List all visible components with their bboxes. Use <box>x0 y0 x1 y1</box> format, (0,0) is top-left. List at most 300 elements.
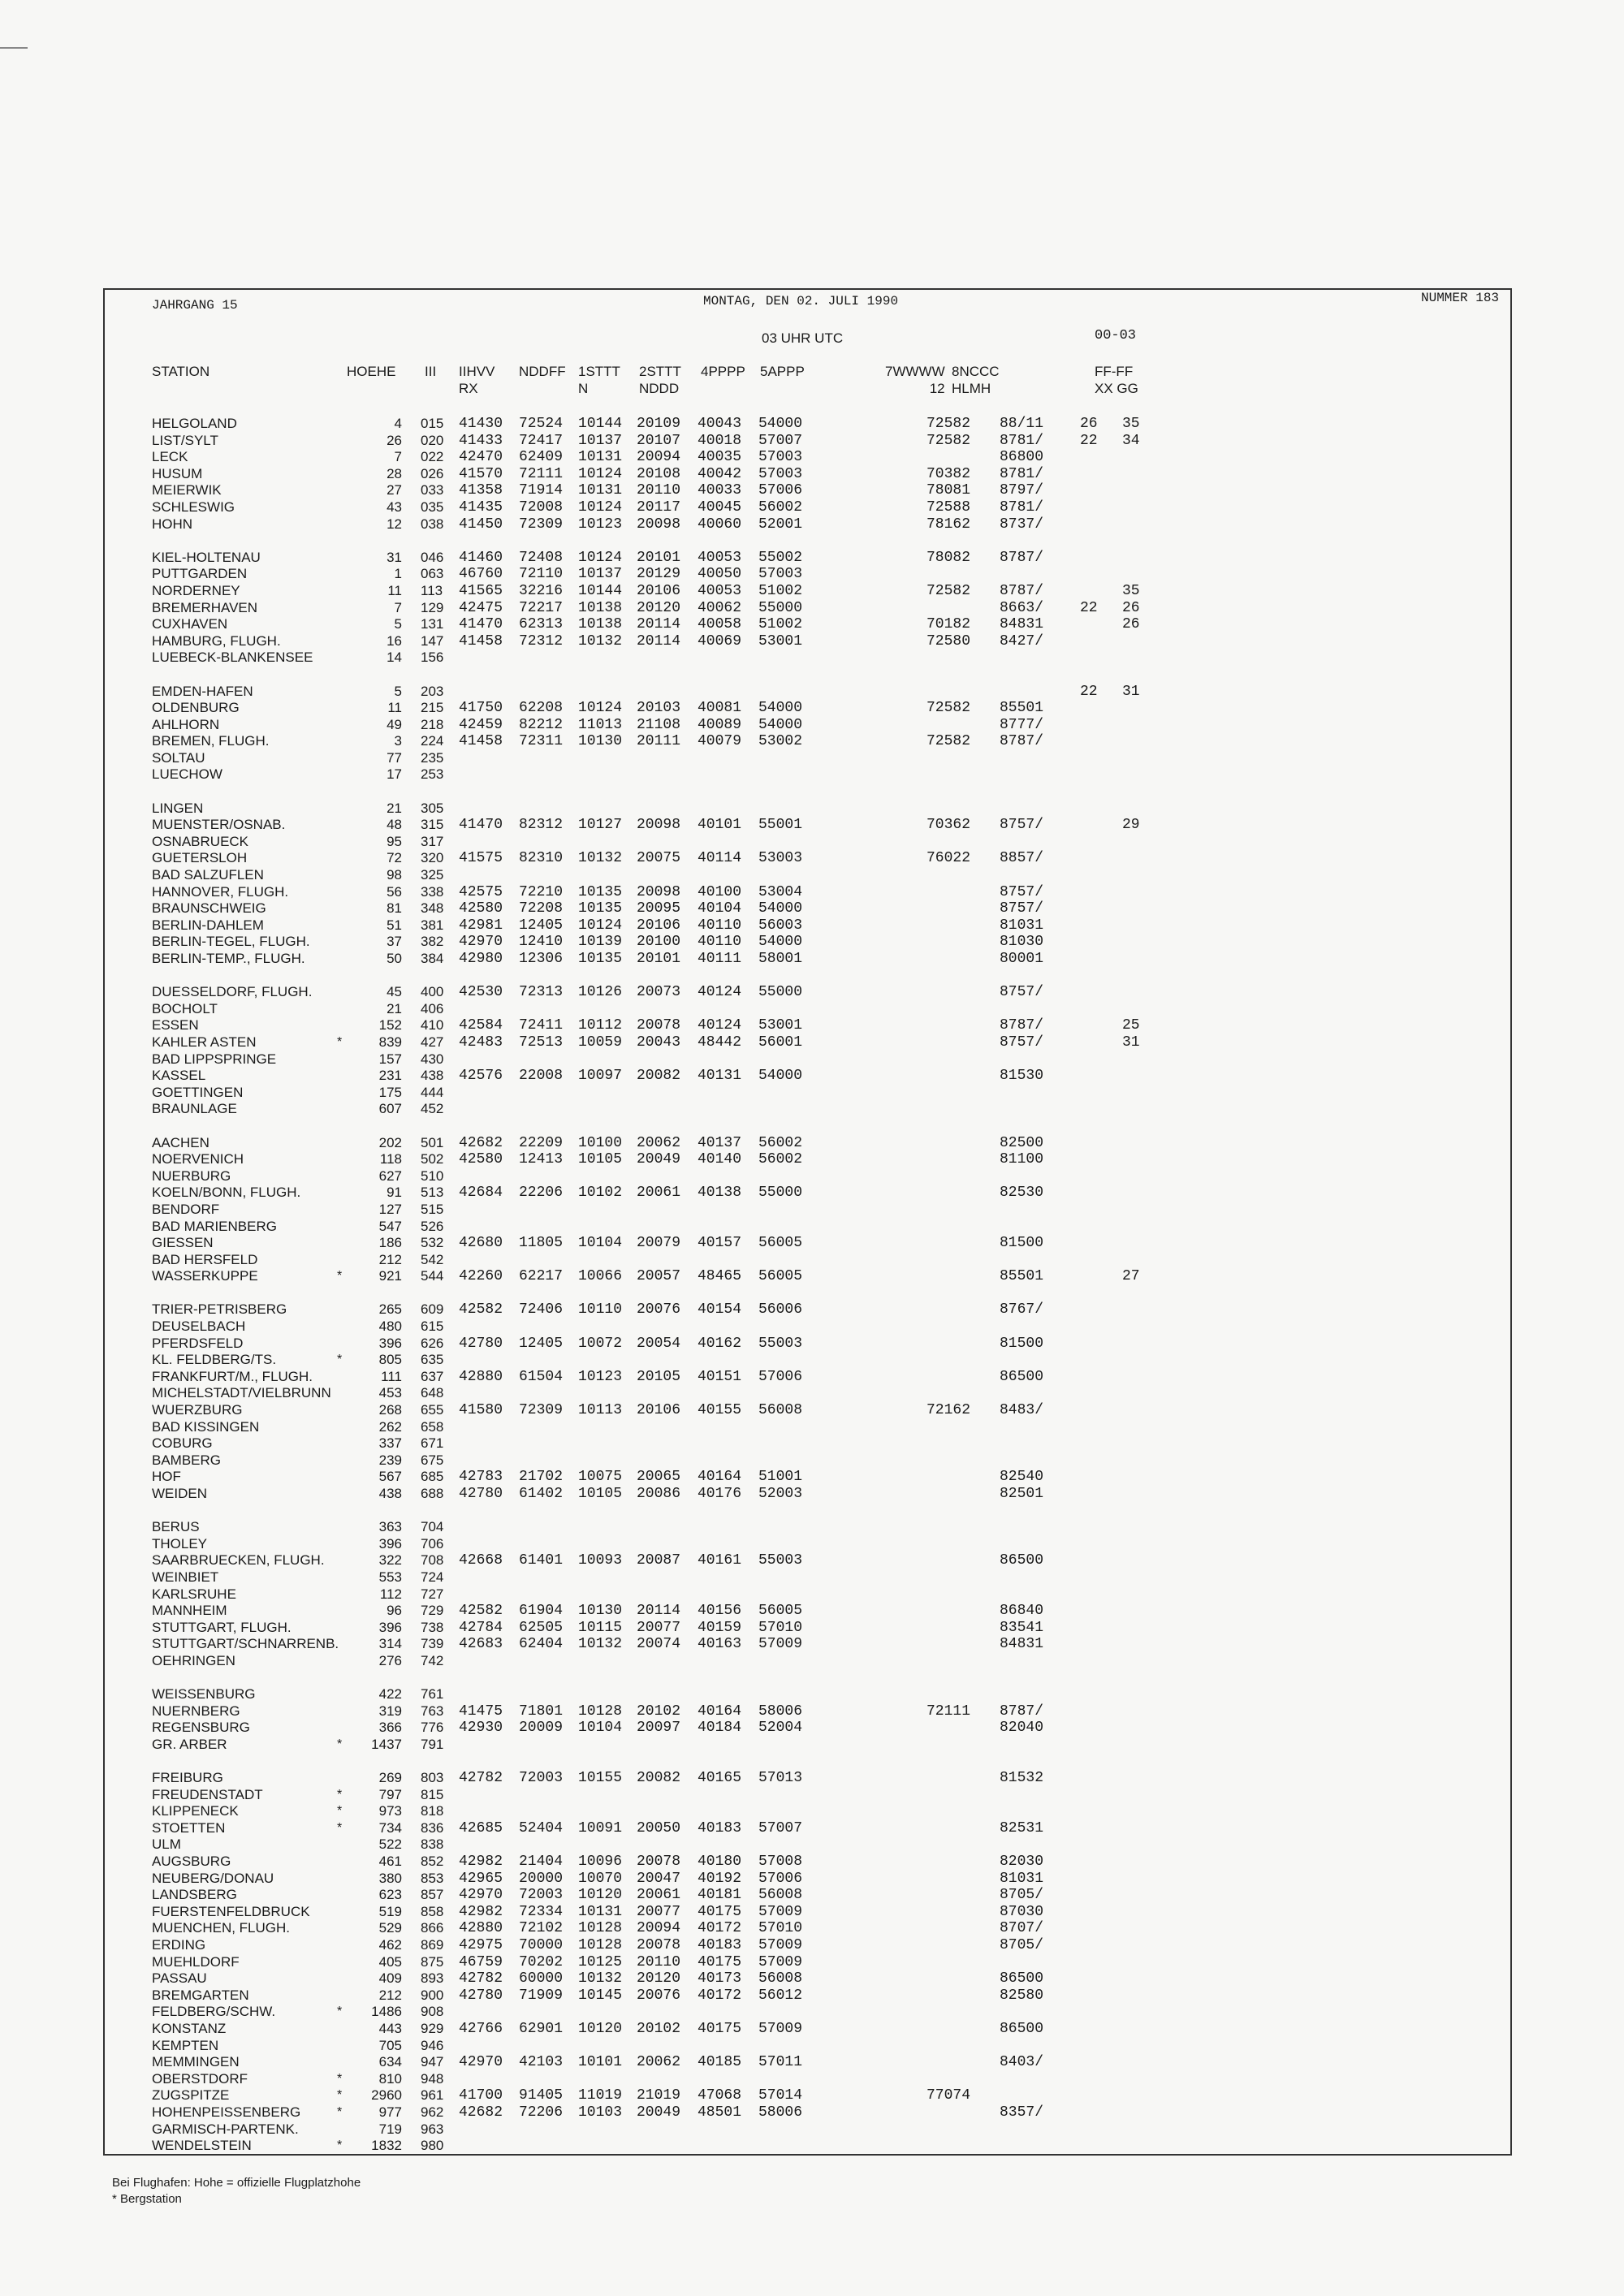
group-4pppp: 40110 <box>698 934 742 951</box>
group-7wwww: 72582 <box>926 582 970 599</box>
station-name: CUXHAVEN <box>152 616 228 632</box>
group-2sttt: 20101 <box>637 549 681 566</box>
mountain-mark: * <box>337 2071 343 2086</box>
group-1sttt: 10059 <box>578 1034 623 1051</box>
group-nddff: 72524 <box>519 416 564 432</box>
group-2sttt: 20106 <box>637 917 681 934</box>
wind-gg: 27 <box>1122 1268 1140 1285</box>
station-height: 127 <box>378 1201 402 1217</box>
group-nddff: 62409 <box>519 449 564 466</box>
station-height: 48 <box>387 817 402 833</box>
group-8nccc: 8797/ <box>999 482 1043 499</box>
group-5appp: 56001 <box>758 1034 803 1051</box>
group-4pppp: 40184 <box>698 1720 742 1737</box>
group-iihvv: 41450 <box>459 516 503 533</box>
station-number: 635 <box>421 1352 444 1368</box>
group-8nccc: 8707/ <box>999 1920 1043 1937</box>
station-number: 113 <box>421 582 443 598</box>
group-iihvv: 42685 <box>459 1819 503 1836</box>
observation-period: 00-03 <box>1095 328 1137 343</box>
group-8nccc: 8737/ <box>999 516 1043 533</box>
group-1sttt: 10137 <box>578 432 623 449</box>
group-1sttt: 10135 <box>578 900 623 917</box>
group-8nccc: 83541 <box>999 1619 1043 1636</box>
station-name: KEMPTEN <box>152 2037 219 2053</box>
group-iihvv: 41750 <box>459 700 503 717</box>
station-number: 038 <box>421 516 444 532</box>
station-height: 607 <box>378 1101 402 1117</box>
group-nddff: 72334 <box>519 1903 564 1920</box>
station-number: 147 <box>421 632 444 649</box>
station-height: 529 <box>378 1920 402 1936</box>
group-5appp: 55000 <box>758 984 803 1001</box>
station-number: 384 <box>421 951 444 966</box>
station-height: 363 <box>378 1519 402 1535</box>
station-number: 510 <box>421 1167 444 1184</box>
station-number: 131 <box>421 616 444 632</box>
group-5appp: 51001 <box>758 1469 803 1486</box>
station-height: 118 <box>379 1151 402 1167</box>
group-8nccc: 82530 <box>999 1185 1043 1202</box>
group-8nccc: 85501 <box>999 700 1043 717</box>
group-5appp: 54000 <box>758 716 803 733</box>
group-2sttt: 20075 <box>637 850 681 867</box>
group-8nccc: 8857/ <box>999 850 1043 867</box>
station-name: OBERSTDORF <box>152 2070 248 2087</box>
station-name: SAARBRUECKEN, FLUGH. <box>152 1552 325 1569</box>
group-iihvv: 42975 <box>459 1937 503 1954</box>
table-row <box>0 416 1624 433</box>
volume-label: JAHRGANG 15 <box>152 298 238 313</box>
group-1sttt: 10145 <box>578 1987 623 2004</box>
station-name: DUESSELDORF, FLUGH. <box>152 984 313 1000</box>
group-4pppp: 40161 <box>698 1552 742 1569</box>
col-7wwww: 7WWWW 12 <box>885 364 945 396</box>
group-8nccc: 8757/ <box>999 883 1043 900</box>
table-row <box>0 1301 1624 1318</box>
group-1sttt: 10132 <box>578 1970 623 1987</box>
group-2sttt: 20074 <box>637 1636 681 1653</box>
table-row <box>0 1586 1624 1603</box>
group-5appp: 57009 <box>758 1636 803 1653</box>
group-iihvv: 46760 <box>459 566 503 583</box>
table-row <box>0 1486 1624 1503</box>
station-height: 77 <box>387 749 402 766</box>
group-nddff: 21404 <box>519 1854 564 1871</box>
group-8nccc: 8757/ <box>999 817 1043 834</box>
station-number: 706 <box>421 1535 444 1552</box>
station-name: MUEHLDORF <box>152 1953 240 1970</box>
group-iihvv: 42980 <box>459 951 503 967</box>
station-name: BERLIN-TEMP., FLUGH. <box>152 951 305 966</box>
table-row <box>0 616 1624 633</box>
group-8nccc: 81530 <box>999 1068 1043 1085</box>
group-1sttt: 10132 <box>578 632 623 650</box>
group-8nccc: 8787/ <box>999 1703 1043 1720</box>
group-8nccc: 81030 <box>999 934 1043 951</box>
station-number: 655 <box>421 1402 444 1418</box>
group-iihvv: 42780 <box>459 1486 503 1502</box>
group-8nccc: 81031 <box>999 1870 1043 1887</box>
station-number: 738 <box>421 1619 444 1635</box>
table-row <box>0 2138 1624 2155</box>
group-1sttt: 10110 <box>578 1301 623 1318</box>
scan-edge-mark <box>0 47 28 49</box>
group-2sttt: 20062 <box>637 2054 681 2071</box>
table-row <box>0 1168 1624 1185</box>
group-4pppp: 40181 <box>698 1887 742 1904</box>
station-name: WUERZBURG <box>152 1402 243 1418</box>
table-row <box>0 1336 1624 1353</box>
station-number: 325 <box>421 867 444 883</box>
group-iihvv: 41580 <box>459 1402 503 1419</box>
group-5appp: 57003 <box>758 465 803 482</box>
station-height: 438 <box>378 1486 402 1501</box>
table-row <box>0 1519 1624 1536</box>
table-row <box>0 1001 1624 1018</box>
table-row <box>0 1720 1624 1737</box>
group-1sttt: 10096 <box>578 1854 623 1871</box>
group-4pppp: 40053 <box>698 549 742 566</box>
station-name: NOERVENICH <box>152 1151 244 1167</box>
group-2sttt: 20110 <box>637 482 681 499</box>
station-number: 427 <box>421 1034 444 1050</box>
station-height: 547 <box>378 1218 402 1234</box>
group-1sttt: 10131 <box>578 482 623 499</box>
station-height: 152 <box>378 1017 402 1034</box>
station-height: 16 <box>387 632 402 649</box>
group-nddff: 72210 <box>519 883 564 900</box>
group-1sttt: 10144 <box>578 416 623 432</box>
group-2sttt: 20095 <box>637 900 681 917</box>
station-height: 396 <box>378 1535 402 1552</box>
table-row <box>0 1452 1624 1470</box>
station-number: 858 <box>421 1903 444 1919</box>
station-name: MICHELSTADT/VIELBRUNN <box>152 1385 331 1401</box>
station-height: 797 <box>378 1786 402 1802</box>
group-2sttt: 20078 <box>637 1937 681 1954</box>
group-1sttt: 10123 <box>578 1368 623 1385</box>
station-number: 526 <box>421 1218 444 1234</box>
group-4pppp: 40185 <box>698 2054 742 2071</box>
station-number: 776 <box>421 1720 444 1736</box>
group-1sttt: 10127 <box>578 817 623 834</box>
group-5appp: 53001 <box>758 632 803 650</box>
group-nddff: 20009 <box>519 1720 564 1737</box>
group-2sttt: 20105 <box>637 1368 681 1385</box>
station-height: 269 <box>378 1770 402 1786</box>
station-height: 81 <box>387 900 402 917</box>
col-4pppp: 4PPPP <box>701 364 745 379</box>
group-5appp: 57010 <box>758 1619 803 1636</box>
station-group <box>0 1770 1624 2155</box>
station-name: REGENSBURG <box>152 1720 250 1736</box>
group-5appp: 53001 <box>758 1017 803 1034</box>
group-1sttt: 10103 <box>578 2104 623 2121</box>
group-iihvv: 42982 <box>459 1854 503 1871</box>
group-1sttt: 10132 <box>578 850 623 867</box>
group-2sttt: 20043 <box>637 1034 681 1051</box>
station-number: 026 <box>421 465 444 481</box>
station-height: 7 <box>394 449 402 465</box>
station-height: 175 <box>378 1084 402 1100</box>
mountain-mark: * <box>337 1034 343 1049</box>
group-4pppp: 40043 <box>698 416 742 432</box>
group-7wwww: 72582 <box>926 432 970 449</box>
table-row <box>0 1954 1624 1971</box>
group-nddff: 72003 <box>519 1887 564 1904</box>
station-number: 675 <box>421 1452 444 1468</box>
group-2sttt: 20098 <box>637 516 681 533</box>
group-5appp: 56002 <box>758 1151 803 1168</box>
station-height: 461 <box>378 1854 402 1870</box>
group-2sttt: 20047 <box>637 1870 681 1887</box>
table-row <box>0 1135 1624 1152</box>
station-number: 020 <box>421 432 444 448</box>
station-name: GR. ARBER <box>152 1736 227 1752</box>
station-number: 704 <box>421 1519 444 1535</box>
group-4pppp: 40157 <box>698 1235 742 1252</box>
table-row <box>0 917 1624 934</box>
group-2sttt: 21019 <box>637 2087 681 2104</box>
group-1sttt: 11019 <box>578 2087 623 2104</box>
station-height: 262 <box>378 1418 402 1435</box>
group-4pppp: 40183 <box>698 1937 742 1954</box>
station-number: 857 <box>421 1887 444 1903</box>
station-height: 95 <box>387 833 402 849</box>
group-iihvv: 42782 <box>459 1770 503 1787</box>
group-1sttt: 10138 <box>578 599 623 616</box>
group-nddff: 82212 <box>519 716 564 733</box>
station-height: 212 <box>378 1987 402 2003</box>
group-iihvv: 42783 <box>459 1469 503 1486</box>
table-row <box>0 1686 1624 1703</box>
station-height: 480 <box>378 1318 402 1335</box>
group-2sttt: 20049 <box>637 1151 681 1168</box>
station-height: 72 <box>387 850 402 866</box>
group-1sttt: 10115 <box>578 1619 623 1636</box>
station-number: 615 <box>421 1318 444 1335</box>
table-row <box>0 1653 1624 1670</box>
station-number: 320 <box>421 850 444 866</box>
group-4pppp: 40164 <box>698 1703 742 1720</box>
station-height: 5 <box>394 683 402 699</box>
issue-number: NUMMER 183 <box>1421 291 1500 305</box>
group-4pppp: 40176 <box>698 1486 742 1502</box>
group-5appp: 56006 <box>758 1301 803 1318</box>
table-row <box>0 1803 1624 1820</box>
station-number: 348 <box>421 900 444 917</box>
group-2sttt: 20107 <box>637 432 681 449</box>
wind-gg: 34 <box>1122 432 1140 449</box>
group-8nccc: 8787/ <box>999 549 1043 566</box>
table-row <box>0 1185 1624 1202</box>
table-row <box>0 801 1624 818</box>
station-name: MUENCHEN, FLUGH. <box>152 1920 291 1936</box>
mountain-mark: * <box>337 1804 343 1819</box>
station-number: 729 <box>421 1603 444 1619</box>
group-iihvv: 42580 <box>459 900 503 917</box>
group-iihvv: 41565 <box>459 582 503 599</box>
station-height: 50 <box>387 951 402 966</box>
group-nddff: 62208 <box>519 700 564 717</box>
group-2sttt: 20103 <box>637 700 681 717</box>
group-1sttt: 10091 <box>578 1819 623 1836</box>
station-number: 253 <box>421 766 444 783</box>
station-name: BAD KISSINGEN <box>152 1418 260 1435</box>
station-number: 648 <box>421 1385 444 1401</box>
station-name: BAD SALZUFLEN <box>152 867 264 883</box>
group-nddff: 82312 <box>519 817 564 834</box>
station-height: 519 <box>378 1903 402 1919</box>
group-1sttt: 10139 <box>578 934 623 951</box>
group-iihvv: 42576 <box>459 1068 503 1085</box>
group-nddff: 61904 <box>519 1603 564 1620</box>
station-height: 1832 <box>371 2138 402 2154</box>
group-1sttt: 10125 <box>578 1953 623 1970</box>
group-4pppp: 48501 <box>698 2104 742 2121</box>
group-1sttt: 10128 <box>578 1703 623 1720</box>
group-iihvv: 42475 <box>459 599 503 616</box>
station-name: NUERBURG <box>152 1167 231 1184</box>
group-2sttt: 20049 <box>637 2104 681 2121</box>
group-iihvv: 42580 <box>459 1151 503 1168</box>
group-5appp: 54000 <box>758 1068 803 1085</box>
station-name: TRIER-PETRISBERG <box>152 1301 287 1318</box>
table-row <box>0 1352 1624 1369</box>
table-row <box>0 1435 1624 1452</box>
station-height: 56 <box>387 883 402 900</box>
station-number: 156 <box>421 650 444 666</box>
group-5appp: 51002 <box>758 582 803 599</box>
group-5appp: 57009 <box>758 1903 803 1920</box>
table-row <box>0 1402 1624 1419</box>
wind-gg: 26 <box>1122 599 1140 616</box>
group-5appp: 57009 <box>758 2021 803 2037</box>
group-5appp: 53004 <box>758 883 803 900</box>
station-number: 452 <box>421 1101 444 1117</box>
station-number: 542 <box>421 1251 444 1267</box>
group-4pppp: 40159 <box>698 1619 742 1636</box>
group-nddff: 72313 <box>519 984 564 1001</box>
station-height: 49 <box>387 716 402 732</box>
group-1sttt: 10105 <box>578 1151 623 1168</box>
station-name: HOHN <box>152 516 193 532</box>
group-5appp: 57003 <box>758 566 803 583</box>
group-nddff: 72008 <box>519 498 564 516</box>
group-1sttt: 10072 <box>578 1335 623 1352</box>
group-7wwww: 76022 <box>926 850 970 867</box>
group-4pppp: 48465 <box>698 1268 742 1285</box>
group-iihvv: 41358 <box>459 482 503 499</box>
station-name: SCHLESWIG <box>152 498 235 515</box>
group-iihvv: 42260 <box>459 1268 503 1285</box>
station-number: 962 <box>421 2104 444 2120</box>
group-8nccc: 81532 <box>999 1770 1043 1787</box>
station-height: 634 <box>378 2054 402 2070</box>
group-1sttt: 10131 <box>578 449 623 466</box>
table-row <box>0 1419 1624 1436</box>
group-1sttt: 10113 <box>578 1402 623 1419</box>
group-4pppp: 40151 <box>698 1368 742 1385</box>
group-4pppp: 40062 <box>698 599 742 616</box>
group-4pppp: 40156 <box>698 1603 742 1620</box>
group-2sttt: 20062 <box>637 1134 681 1151</box>
mountain-mark: * <box>337 1787 343 1802</box>
group-iihvv: 41700 <box>459 2087 503 2104</box>
group-iihvv: 42970 <box>459 2054 503 2071</box>
group-4pppp: 40172 <box>698 1987 742 2004</box>
group-8nccc: 81500 <box>999 1235 1043 1252</box>
group-8nccc: 80001 <box>999 951 1043 967</box>
group-4pppp: 40033 <box>698 482 742 499</box>
station-number: 900 <box>421 1987 444 2003</box>
table-row <box>0 1318 1624 1336</box>
group-2sttt: 20109 <box>637 416 681 432</box>
group-iihvv: 42680 <box>459 1235 503 1252</box>
table-row <box>0 550 1624 567</box>
table-row <box>0 1051 1624 1068</box>
group-2sttt: 20061 <box>637 1185 681 1202</box>
table-row <box>0 2004 1624 2021</box>
group-4pppp: 40042 <box>698 465 742 482</box>
group-7wwww: 72162 <box>926 1402 970 1419</box>
station-number: 626 <box>421 1335 444 1351</box>
group-nddff: 82310 <box>519 850 564 867</box>
table-row <box>0 1871 1624 1888</box>
station-number: 400 <box>421 984 444 1000</box>
group-nddff: 72217 <box>519 599 564 616</box>
station-number: 502 <box>421 1151 444 1167</box>
station-number: 685 <box>421 1469 444 1485</box>
station-group <box>0 984 1624 1118</box>
group-5appp: 57009 <box>758 1953 803 1970</box>
group-5appp: 54000 <box>758 900 803 917</box>
wind-ff: 26 <box>1080 416 1098 432</box>
station-name: BAD MARIENBERG <box>152 1218 277 1234</box>
station-name: HELGOLAND <box>152 416 237 431</box>
table-row <box>0 1987 1624 2005</box>
group-iihvv: 42782 <box>459 1970 503 1987</box>
group-iihvv: 46759 <box>459 1953 503 1970</box>
station-name: FREIBURG <box>152 1770 223 1786</box>
station-height: 396 <box>378 1619 402 1635</box>
group-4pppp: 40018 <box>698 432 742 449</box>
station-height: 977 <box>378 2104 402 2120</box>
group-1sttt: 10155 <box>578 1770 623 1787</box>
group-nddff: 72311 <box>519 733 564 750</box>
group-1sttt: 10126 <box>578 984 623 1001</box>
group-1sttt: 10102 <box>578 1185 623 1202</box>
mountain-mark: * <box>337 2138 343 2153</box>
group-nddff: 72408 <box>519 549 564 566</box>
group-2sttt: 20120 <box>637 599 681 616</box>
group-8nccc: 86500 <box>999 1970 1043 1987</box>
table-row <box>0 2054 1624 2071</box>
group-2sttt: 20076 <box>637 1301 681 1318</box>
group-8nccc: 81500 <box>999 1335 1043 1352</box>
station-name: GIESSEN <box>152 1235 214 1251</box>
table-row <box>0 817 1624 834</box>
station-name: KARLSRUHE <box>152 1586 236 1602</box>
group-nddff: 21702 <box>519 1469 564 1486</box>
table-row <box>0 1202 1624 1219</box>
group-2sttt: 20102 <box>637 1703 681 1720</box>
group-8nccc: 82040 <box>999 1720 1043 1737</box>
group-4pppp: 40035 <box>698 449 742 466</box>
station-height: 719 <box>378 2121 402 2137</box>
station-name: NUERNBERG <box>152 1703 240 1719</box>
